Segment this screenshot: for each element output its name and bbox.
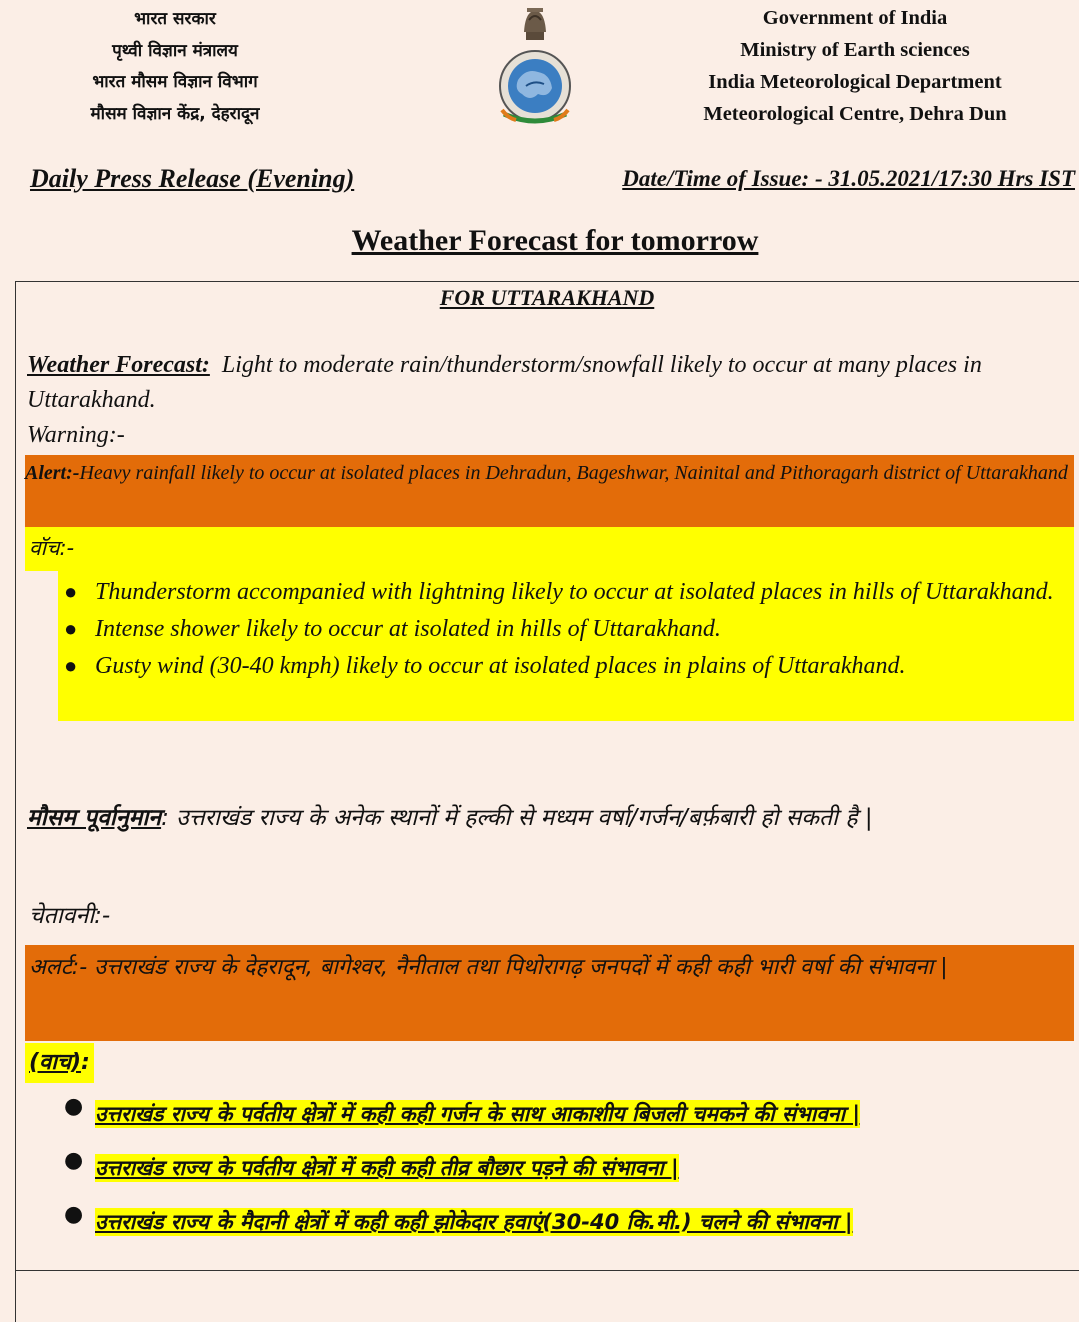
- hindi-watch-list: [64, 1090, 1055, 1252]
- hindi-alert-band: [25, 945, 1074, 1041]
- hindi-header: [40, 4, 310, 130]
- bullet-icon: ●: [64, 1094, 84, 1119]
- english-forecast-label: Weather Forecast:: [27, 352, 210, 378]
- hindi-alert-text: अलर्ट:- उत्तराखंड राज्य के देहरादून, बागेश्वर, नैनीताल तथा पिथोरागढ़ जनपदों में कही कही भारी वर्षा की संभावना |: [29, 955, 948, 980]
- english-watch-item: Thunderstorm accompanied with lightning likely to occur at isolated places in hills of Uttarakhand.: [95, 579, 1054, 605]
- list-item: [64, 611, 1055, 647]
- imd-emblem-icon: [494, 2, 576, 130]
- bottom-rule: [15, 1270, 1079, 1271]
- english-header-line: Government of India: [762, 7, 948, 29]
- hindi-forecast-text: : उत्तराखंड राज्य के अनेक स्थानों में हल्की से मध्यम वर्षा/गर्जन/बर्फ़बारी हो सकती है |: [161, 805, 873, 831]
- english-forecast: [27, 348, 1073, 453]
- english-warning-label: Warning:-: [27, 422, 125, 448]
- english-forecast-text: Light to moderate rain/thunderstorm/snowfall likely to occur at many places in Uttarakhand.: [27, 352, 982, 413]
- hindi-watch-label: (वाच): [29, 1050, 82, 1075]
- english-header: [660, 2, 1050, 130]
- hindi-watch-colon: :: [81, 1050, 90, 1075]
- release-title: Daily Press Release (Evening): [30, 164, 355, 193]
- bullet-icon: ●: [64, 653, 78, 678]
- english-header-line: Ministry of Earth sciences: [740, 39, 970, 61]
- english-header-line: India Meteorological Department: [708, 71, 1002, 93]
- bullet-icon: ●: [64, 1148, 84, 1173]
- bullet-icon: ●: [64, 579, 78, 604]
- hindi-header-line: भारत मौसम विज्ञान विभाग: [92, 72, 258, 92]
- bullet-icon: ●: [64, 616, 78, 641]
- english-watch-band: [25, 527, 1074, 571]
- hindi-watch-label-band: [25, 1043, 94, 1083]
- issue-datetime: Date/Time of Issue: - 31.05.2021/17:30 Hrs IST: [622, 166, 1075, 191]
- english-watch-list: [64, 574, 1055, 685]
- english-alert-label: Alert:-: [25, 462, 80, 484]
- english-header-line: Meteorological Centre, Dehra Dun: [703, 103, 1007, 125]
- lion-capital-icon: [524, 8, 546, 40]
- english-watch-label: वॉच:-: [29, 536, 75, 560]
- list-item: [64, 574, 1055, 610]
- hindi-header-line: पृथ्वी विज्ञान मंत्रालय: [112, 40, 238, 61]
- list-item: [64, 1198, 1055, 1246]
- list-item: [64, 1144, 1055, 1192]
- hindi-watch-item: उत्तराखंड राज्य के मैदानी क्षेत्रों में कही कही झोकेदार हवाएं(30-40 कि.मी.) चलने की संभावना |: [95, 1210, 853, 1234]
- english-watch-item: Intense shower likely to occur at isolated in hills of Uttarakhand.: [95, 616, 721, 642]
- english-alert-text: Heavy rainfall likely to occur at isolated places in Dehradun, Bageshwar, Nainital and Pithoragarh district of Uttarakhand: [79, 462, 1068, 484]
- list-item: [64, 648, 1055, 684]
- hindi-watch-item: उत्तराखंड राज्य के पर्वतीय क्षेत्रों में कही कही तीव्र बौछार पड़ने की संभावना |: [95, 1156, 679, 1180]
- hindi-watch-item: उत्तराखंड राज्य के पर्वतीय क्षेत्रों में कही कही गर्जन के साथ आकाशीय बिजली चमकने की संभावना |: [95, 1102, 860, 1126]
- bullet-icon: ●: [64, 1202, 84, 1227]
- hindi-header-line: मौसम विज्ञान केंद्र, देहरादून: [90, 103, 260, 124]
- english-watch-item: Gusty wind (30-40 kmph) likely to occur at isolated places in plains of Uttarakhand.: [95, 653, 906, 679]
- section-title: FOR UTTARAKHAND: [439, 285, 655, 310]
- forecast-title: Weather Forecast for tomorrow: [351, 224, 759, 257]
- list-item: [64, 1090, 1055, 1138]
- hindi-header-line: भारत सरकार: [134, 9, 216, 29]
- english-alert-band: [25, 455, 1074, 527]
- hindi-warning-label: चेतावनी:-: [29, 903, 111, 929]
- hindi-forecast: [27, 794, 1075, 842]
- hindi-forecast-label: मौसम पूर्वानुमान: [27, 805, 162, 831]
